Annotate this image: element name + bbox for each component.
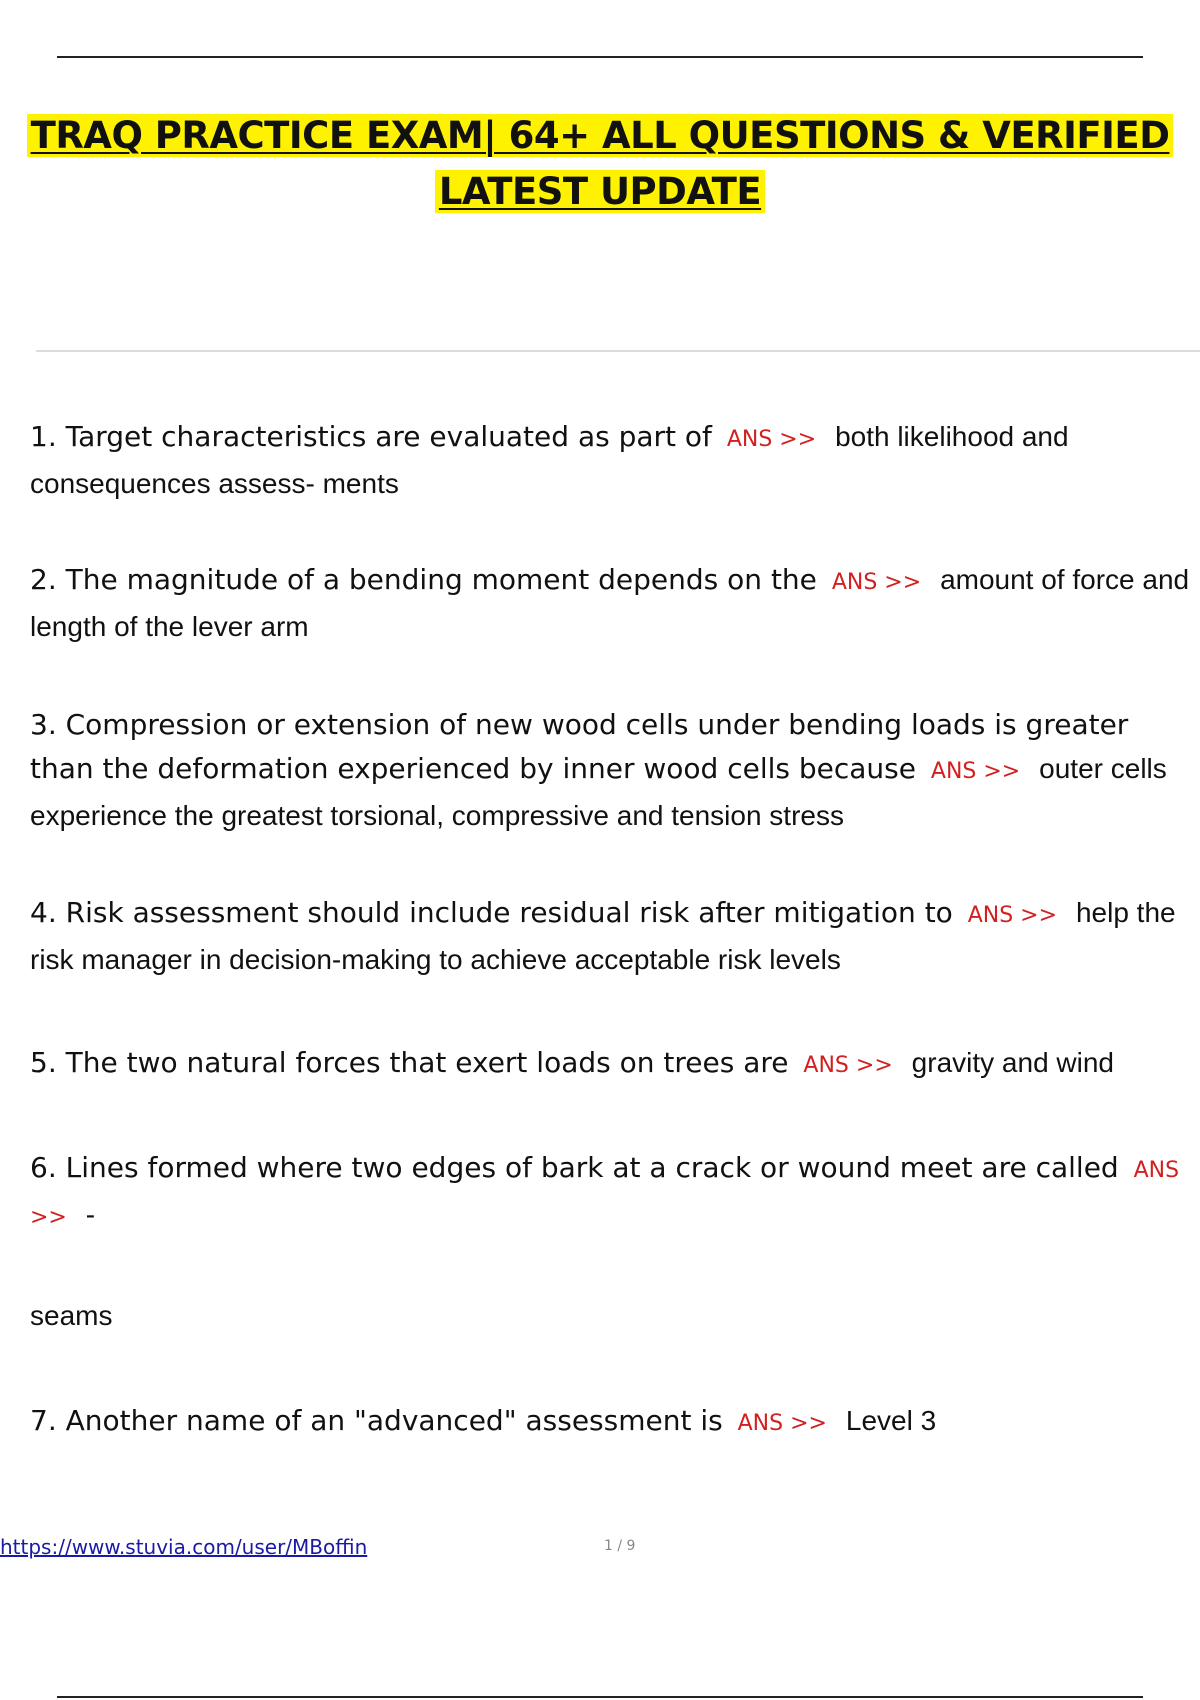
question-text: The magnitude of a bending moment depends on the	[65, 563, 817, 596]
question-number: 4.	[30, 896, 57, 929]
question-number: 3.	[30, 708, 57, 741]
question-text: Target characteristics are evaluated as part of	[65, 420, 712, 453]
ans-marker: ANS >>	[803, 1053, 893, 1078]
answer-text: outer cells experience the greatest torsional, compressive and tension stress	[30, 753, 1167, 831]
question-text: Compression or extension of new wood cells under bending loads is greater than the deformation experienced by inner wood cells because	[30, 708, 1129, 785]
top-rule	[57, 56, 1143, 58]
ans-marker: ANS >>	[831, 570, 922, 595]
answer-text: amount of force and length of the lever arm	[30, 564, 1190, 642]
page-indicator: 1 / 9	[604, 1538, 636, 1554]
title-line-1: TRAQ PRACTICE EXAM| 64+ ALL QUESTIONS & VERIFIED	[27, 114, 1174, 157]
question-number: 5.	[30, 1046, 57, 1079]
answer-text: seams	[30, 1300, 113, 1331]
question-text: Risk assessment should include residual risk after mitigation to	[65, 896, 953, 929]
question-text: Lines formed where two edges of bark at a crack or wound meet are called	[65, 1151, 1119, 1184]
question-number: 7.	[30, 1404, 57, 1437]
question-4	[30, 891, 1190, 982]
answer-text: gravity and wind	[911, 1047, 1115, 1078]
question-5	[30, 1041, 1190, 1088]
question-2	[30, 558, 1190, 649]
question-1	[30, 415, 1190, 506]
ans-marker: ANS >>	[726, 427, 817, 452]
ans-marker: ANS >>	[967, 903, 1058, 928]
footer-profile-link[interactable]: https://www.stuvia.com/user/MBoffin	[0, 1535, 368, 1559]
question-3	[30, 703, 1190, 838]
ans-marker: ANS >>	[30, 1158, 1180, 1230]
question-text: Another name of an "advanced" assessment is	[65, 1404, 723, 1437]
answer-text: Level 3	[845, 1405, 937, 1436]
ans-marker: ANS >>	[930, 759, 1021, 784]
question-6	[30, 1146, 1190, 1338]
question-number: 1.	[30, 420, 57, 453]
question-text: The two natural forces that exert loads on trees are	[65, 1046, 789, 1079]
section-divider	[36, 350, 1200, 352]
answer-prefix: -	[85, 1199, 96, 1230]
answer-text: help the risk manager in decision-making to achieve acceptable risk levels	[30, 897, 1176, 975]
document-title	[0, 108, 1200, 220]
question-number: 6.	[30, 1151, 57, 1184]
bottom-rule	[57, 1696, 1143, 1698]
question-number: 2.	[30, 563, 57, 596]
title-line-2: LATEST UPDATE	[435, 170, 765, 213]
answer-text: both likelihood and consequences assess- ments	[30, 421, 1069, 499]
ans-marker: ANS >>	[737, 1411, 827, 1436]
question-7	[30, 1399, 1190, 1446]
